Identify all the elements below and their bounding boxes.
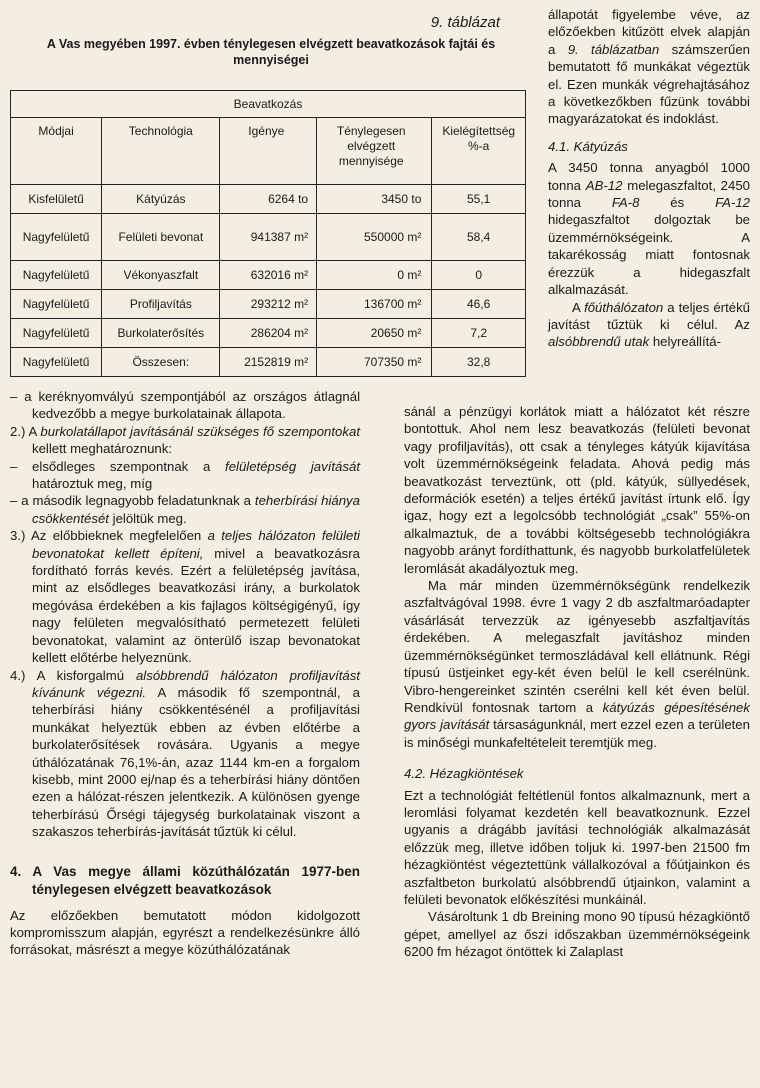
table-title: A Vas megyében 1997. évben ténylegesen elvégzett beavatkozások fajtái és mennyiségei — [46, 37, 496, 67]
paragraph: – a keréknyomvályú szempontjából az országos átlagnál kedvezőbb a megye burkolatainak állapota. — [10, 389, 360, 422]
table-cell: 941387 m² — [220, 214, 317, 261]
table-cell: 32,8 — [432, 348, 526, 377]
left-column — [10, 388, 360, 959]
table-cell: 2152819 m² — [220, 348, 317, 377]
table-cell: Kátyúzás — [102, 185, 220, 214]
table-cell: 0 — [432, 261, 526, 290]
table-cell: 550000 m² — [317, 214, 432, 261]
table-cell: Nagyfelületű — [11, 214, 102, 261]
table-cell: 58,4 — [432, 214, 526, 261]
table-cell: Kisfelületű — [11, 185, 102, 214]
paragraph: Ma már minden üzemmérnökségünk rendelkezik aszfaltvágóval 1998. évre 1 vagy 2 db aszfaltmaróadapter vásárlását tervezzük az igényesebb aszfaltjavítás érdekében. A melegaszfalt javításhoz minden üzemmérnökségünket termoszládával kell ellátnunk. Régi típusú üstjeinket egy-két éven belül le kell cserélnünk. Vibro-hengereinket szintén cserélni kell két éven belül. Rendkívül fontosnak tartom a kátyúzás gépesítésének gyors javítását társaságunknál, mert ezzel ezen a területen is minőségi munkafeltételeit teremtjük meg. — [404, 578, 750, 750]
paragraph: 2.) A burkolatállapot javításánál szükséges fő szempontokat kellett meghatároznunk: — [10, 423, 360, 457]
table-cell: Összesen: — [102, 348, 220, 377]
table-number: 9. táblázat — [430, 14, 500, 31]
paragraph: Ezt a technológiát feltétlenül fontos alkalmaznunk, mert a leromlási folyamat kezdetén kell beavatkoznunk. Ezzel ugyanis a drágább javítási technológiák alkalmazását előzzük meg, illetve időben toljuk ki. 1997-ben 21500 fm hézagkiöntést végeztettünk vállalkozóval a főútjainkon és aszfaltbeton burkolatú alsóbbrendű útjainkon, valamint a felületi bevonatok előkészítési munkáinál. — [404, 787, 750, 907]
paragraph: 3.) Az előbbieknek megfelelően a teljes hálózaton felületi bevonatokat kellett építeni, mivel a beavatkozásra fordítható forrás kevés. Ezért a felületépség javítása, mint az elsődleges beavatkozási irány, a burkolatok megóvása érdekében a kis fajlagos költségigényű, így nagy felületen megvalósítható permetezett felületi bevonatokat, valamint az önterülő iszap bevonatokat kellett előtérbe helyeznünk. — [10, 528, 360, 666]
paragraph: Vásároltunk 1 db Breining mono 90 típusú hézagkiöntő gépet, amellyel az őszi időszakban üzemmérnökségeink 6200 fm hézagot öntöttek ki Zalaplast — [404, 909, 750, 960]
column-header: Technológia — [102, 118, 220, 185]
table-cell: 55,1 — [432, 185, 526, 214]
table-cell: 6264 to — [220, 185, 317, 214]
table-row — [11, 214, 526, 261]
section-heading: 4. A Vas megye állami közúthálózatán 1977-ben ténylegesen elvégzett beavatkozások — [10, 863, 360, 897]
paragraph: sánál a pénzügyi korlátok miatt a hálózatot két részre bontottuk. Ahol nem lesz beavatkozás (felületi bevonat vagy profiljavítás), ott csak a tényleges kátyúk kijavítása volt üzemmérnökségeink feladata. Ahová pedig más beavatkozást terveztünk, ott (pld. kátyúk, süllyedések, deformációk esetén) a teljes értékű javítást írtunk elő. Így igaz, hogy ezt a legolcsóbb technológiát „csak” 55%-on alkalmaztuk, de a további költségesebb technológiákra nagyobb arányt fordíthattunk, és nagyobb burkolatfelületek leromlását akadályoztuk meg. — [404, 404, 750, 576]
paragraph: 4.) A kisforgalmú alsóbbrendű hálózaton profiljavítást kívánunk végezni. A második fő szempontnál, a teherbírási hiány csökkentésénél a profiljavítási munkákat helyeztük ebben az évben előtérbe a burkolaterősítések rovására. Ugyanis a megye úthálózatának 76,1%-án, azaz 1144 km-en a forgalom kisebb, mint 2000 ej/nap és a teherbírási hiány döntően ezen a hálózat-részen jelentkezik. A különösen gyenge teherbírású Őrségi tájegység burkolatainak viszont a szakaszos teherbírás-javítását tűztük ki célul. — [10, 667, 360, 840]
table-cell: Felületi bevonat — [102, 214, 220, 261]
table-cell: 46,6 — [432, 290, 526, 319]
right-column-bottom — [404, 403, 750, 961]
interventions-table — [10, 90, 526, 377]
column-header: Ténylegesen elvégzett mennyisége — [317, 118, 432, 185]
right-column-top — [548, 6, 750, 351]
table-cell: 293212 m² — [220, 290, 317, 319]
table-group-header-row — [11, 91, 526, 118]
table-cell: 20650 m² — [317, 319, 432, 348]
table-cell: 3450 to — [317, 185, 432, 214]
table-cell: 7,2 — [432, 319, 526, 348]
paragraph: állapotát figyelembe véve, az előzőekben kitűzött elvek alapján a 9. táblázatban számszerűen bemutatott fő munkákat végeztük el. Ezen munkák végrehajtásához a következőkben fűzünk további magyarázatokat és indoklást. — [548, 7, 751, 127]
table-cell: 286204 m² — [220, 319, 317, 348]
table-cell: Vékonyaszfalt — [102, 261, 220, 290]
table-cell: Nagyfelületű — [11, 290, 102, 319]
subsection-heading: 4.1. Kátyúzás — [548, 138, 628, 154]
subsection-heading: 4.2. Hézagkiöntések — [404, 766, 524, 782]
table-row — [11, 261, 526, 290]
table-row — [11, 290, 526, 319]
column-header: Módjai — [11, 118, 102, 185]
column-header: Kielégítettség %-a — [432, 118, 526, 185]
table-row — [11, 348, 526, 377]
table-row — [11, 319, 526, 348]
table-cell: 632016 m² — [220, 261, 317, 290]
table-header-row — [11, 118, 526, 185]
paragraph: A főúthálózaton a teljes értékű javítást tűztük ki célul. Az alsóbbrendű utak helyreállítá- — [548, 299, 751, 350]
table-cell: 136700 m² — [317, 290, 432, 319]
paragraph: A 3450 tonna anyagból 1000 tonna AB-12 melegaszfaltot, 2450 tonna FA-8 és FA-12 hidegaszfaltot dolgoztak be üzemmérnökségeink. A takarékosság miatt fontosnak érezzük a hidegaszfalt alkalmazását. — [548, 160, 751, 298]
paragraph: – elsődleges szempontnak a felületépség javítását határoztuk meg, míg — [10, 458, 360, 492]
table-group-header: Beavatkozás — [11, 91, 526, 118]
paragraph: Az előzőekben bemutatott módon kidolgozott kompromisszum alapján, egyrészt a rendelkezésünkre álló forrásokat, másrészt a megye közúthálózatának — [10, 907, 360, 958]
paragraph: – a második legnagyobb feladatunknak a teherbírási hiánya csökkentését jelöltük meg. — [10, 493, 360, 526]
table-row — [11, 185, 526, 214]
table-cell: Nagyfelületű — [11, 348, 102, 377]
column-header: Igénye — [220, 118, 317, 185]
table-cell: Nagyfelületű — [11, 319, 102, 348]
table-cell: Profiljavítás — [102, 290, 220, 319]
table-cell: 0 m² — [317, 261, 432, 290]
table-cell: 707350 m² — [317, 348, 432, 377]
table-cell: Nagyfelületű — [11, 261, 102, 290]
table-cell: Burkolaterősítés — [102, 319, 220, 348]
